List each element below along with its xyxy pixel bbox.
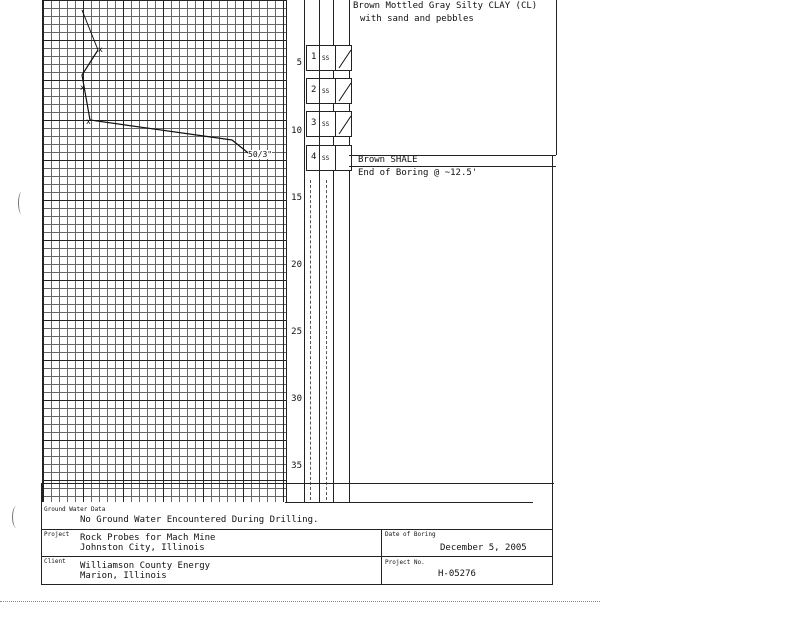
sample-box: 3 SS — [306, 111, 352, 137]
end-of-boring-note: End of Boring @ ~12.5' — [358, 168, 478, 178]
date-value: December 5, 2005 — [440, 543, 527, 553]
soil-description-2: Brown SHALE — [358, 155, 418, 165]
title-block-divider-v — [381, 529, 382, 585]
client-label: Client — [44, 558, 66, 565]
project-no-label: Project No. — [385, 559, 425, 566]
client-line2: Marion, Illinois — [80, 571, 167, 581]
groundwater-label: Ground Water Data — [44, 506, 106, 513]
project-line1: Rock Probes for Mach Mine — [80, 533, 216, 543]
blow-count-plot — [42, 0, 292, 170]
column-line — [319, 0, 320, 502]
column-line — [349, 0, 350, 502]
depth-label-5: 5 — [296, 58, 302, 68]
soil-description-1b: with sand and pebbles — [360, 14, 474, 24]
depth-label-10: 10 — [291, 126, 302, 136]
svg-text:x: x — [86, 117, 91, 126]
sample-box: 1 SS — [306, 45, 352, 71]
depth-label-15: 15 — [291, 193, 302, 203]
date-label: Date of Boring — [385, 531, 436, 538]
strata-boundary — [349, 166, 556, 167]
project-line2: Johnston City, Illinois — [80, 543, 205, 553]
column-dash — [326, 180, 328, 500]
groundwater-value: No Ground Water Encountered During Drilling. — [80, 515, 319, 525]
scan-mark — [18, 192, 25, 214]
column-line — [556, 0, 557, 155]
column-line — [333, 0, 334, 502]
column-line — [304, 0, 305, 502]
project-no-value: H-05276 — [438, 569, 476, 579]
depth-label-25: 25 — [291, 327, 302, 337]
svg-text:x: x — [98, 45, 103, 54]
sample-box: 2 SS — [306, 78, 352, 104]
svg-text:x: x — [80, 83, 85, 92]
project-label: Project — [44, 531, 70, 538]
scan-noise — [0, 601, 600, 603]
sample-box: 4 SS — [306, 145, 352, 171]
scan-mark — [12, 506, 21, 528]
depth-label-30: 30 — [291, 394, 302, 404]
depth-label-35: 35 — [291, 461, 302, 471]
depth-label-20: 20 — [291, 260, 302, 270]
title-block-divider-h — [41, 556, 553, 557]
soil-description-1: Brown Mottled Gray Silty CLAY (CL) — [353, 1, 538, 11]
column-dash — [310, 180, 312, 500]
blow-count-note: 50/3" — [248, 150, 273, 159]
client-line1: Williamson County Energy — [80, 561, 211, 571]
